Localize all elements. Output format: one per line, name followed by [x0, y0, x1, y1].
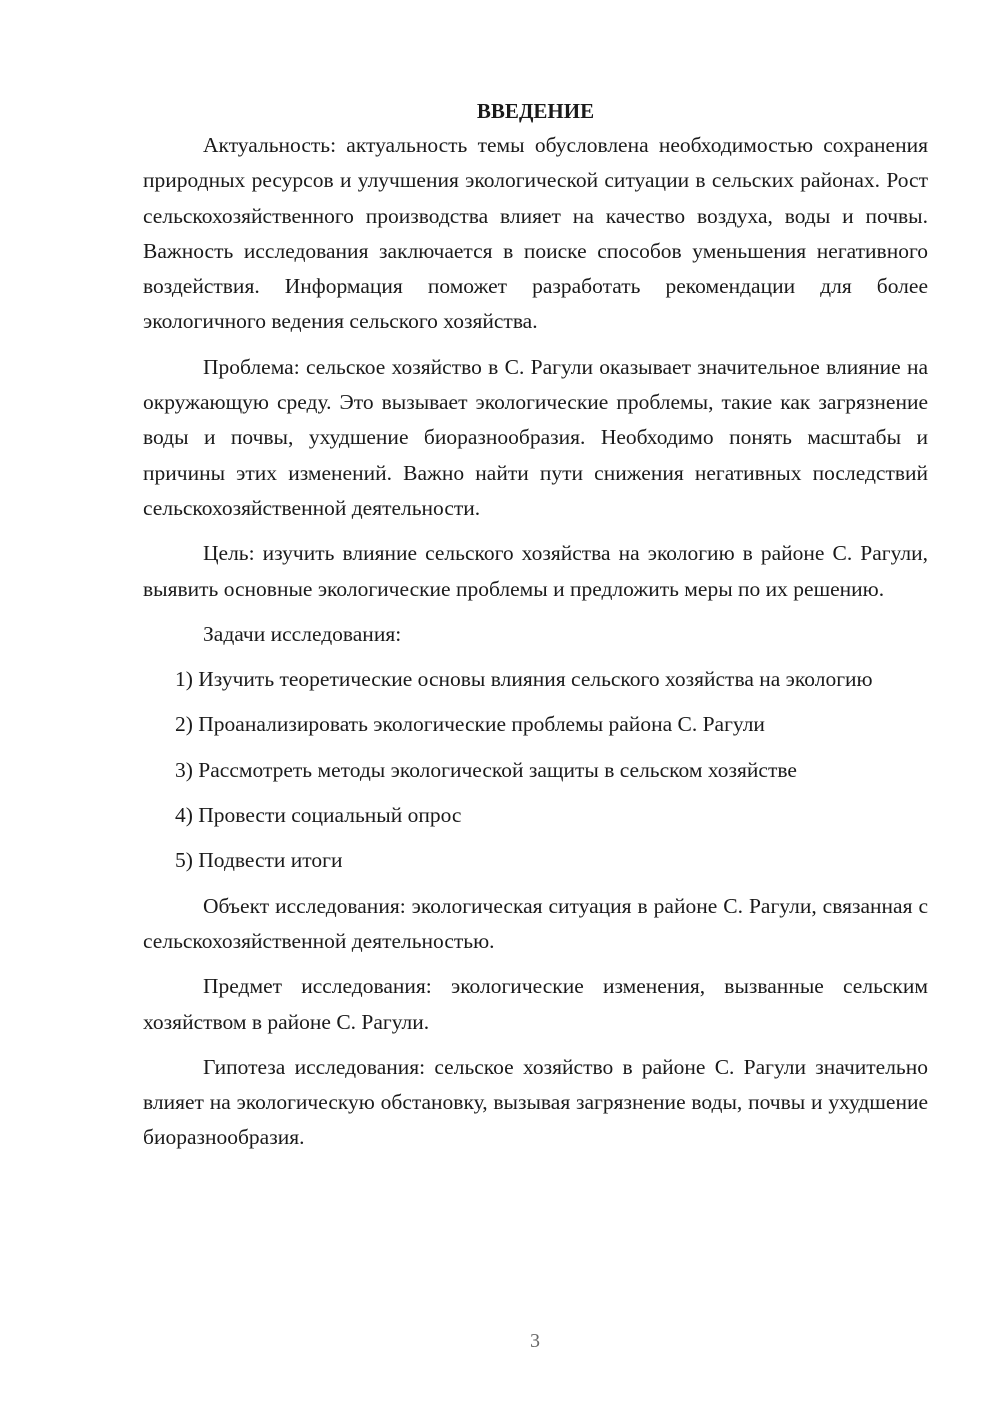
page-number: 3 — [530, 1330, 540, 1352]
paragraph-hypothesis: Гипотеза исследования: сельское хозяйство в районе С. Рагули значительно влияет на экологическую обстановку, вызывая загрязнение воды, почвы и ухудшение биоразнообразия. — [143, 1054, 928, 1150]
tasks-list — [143, 662, 928, 878]
task-item: 3) Рассмотреть методы экологической защиты в сельском хозяйстве — [175, 757, 797, 782]
paragraph-subject: Предмет исследования: экологические изменения, вызванные сельским хозяйством в районе С. Рагули. — [143, 974, 928, 1034]
tasks-heading: Задачи исследования: — [203, 621, 402, 646]
document-page — [143, 96, 928, 1166]
paragraph-problem: Проблема: сельское хозяйство в С. Рагули оказывает значительное влияние на окружающую среду. Это вызывает экологические проблемы, такие как загрязнение воды и почвы, ухудшение биоразнообразия. Необходимо понять масштабы и причины этих изменений. Важно найти пути снижения негативных последствий сельскохозяйственной деятельности. — [143, 354, 928, 520]
paragraph-object: Объект исследования: экологическая ситуация в районе С. Рагули, связанная с сельскохозяйственной деятельностью. — [143, 893, 928, 953]
paragraph-goal: Цель: изучить влияние сельского хозяйства на экологию в районе С. Рагули, выявить основные экологические проблемы и предложить меры по их решению. — [143, 541, 928, 601]
section-title: ВВЕДЕНИЕ — [476, 99, 595, 123]
task-item: 5) Подвести итоги — [175, 848, 343, 873]
task-item: 2) Проанализировать экологические проблемы района С. Рагули — [175, 712, 765, 737]
task-item: 1) Изучить теоретические основы влияния сельского хозяйства на экологию — [175, 667, 873, 692]
paragraph-relevance: Актуальность: актуальность темы обусловлена необходимостью сохранения природных ресурсов и улучшения экологической ситуации в сельских районах. Рост сельскохозяйственного производства влияет на качество воздуха, воды и почвы. Важность исследования заключается в поиске способов уменьшения негативного воздействия. Информация поможет разработать рекомендации для более экологичного ведения сельского хозяйства. — [143, 133, 928, 334]
task-item: 4) Провести социальный опрос — [175, 803, 462, 828]
